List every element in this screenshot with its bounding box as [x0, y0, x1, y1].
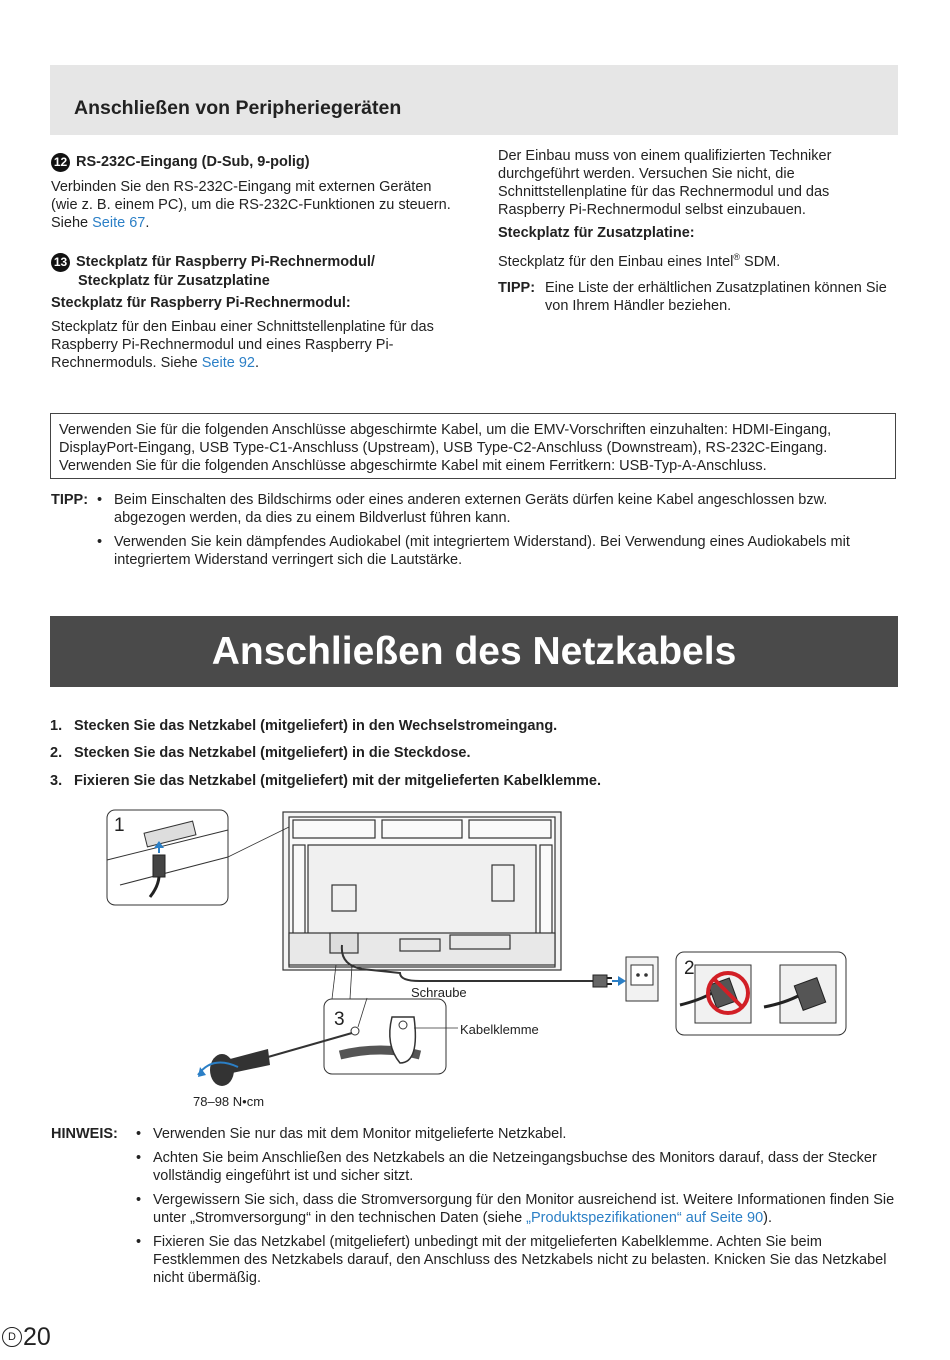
step-1: 1. Stecken Sie das Netzkabel (mitgeliefert) in den Wechselstromeingang. — [50, 718, 558, 734]
cable-clamp-label: Kabelklemme — [460, 1022, 539, 1037]
list-item: • Vergewissern Sie sich, dass die Stromversorgung für den Monitor ausreichend ist. Weitere Informationen finden Sie unter „Stromversorgung“ in den technischen Daten (siehe „Produktspezifikationen“ auf Seite 90). — [136, 1191, 896, 1227]
svg-text:3: 3 — [334, 1009, 345, 1030]
item-number-badge: 13 — [51, 253, 70, 272]
item-12 — [51, 153, 451, 232]
hinweis-label: HINWEIS: — [51, 1126, 118, 1142]
page-number — [2, 1322, 51, 1352]
tip-text: Eine Liste der erhältlichen Zusatzplatinen können Sie von Ihrem Händler beziehen. — [545, 279, 887, 314]
install-note: Der Einbau muss von einem qualifizierten Techniker durchgeführt werden. Versuchen Sie nicht, die Schnittstellenplatine für das Rechnermodul und das Raspberry Pi-Rechnermodul selbst einzubauen. — [498, 148, 832, 218]
notice-line: Verwenden Sie für die folgenden Anschlüsse abgeschirmte Kabel, um die EMV-Vorschriften einzuhalten: HDMI-Eingang, DisplayPort-Eingang, USB Type-C1-Anschluss (Upstream), USB Type-C2-Anschluss (Downstream), RS-232C-Eingang. — [59, 422, 832, 456]
step-3: 3. Fixieren Sie das Netzkabel (mitgeliefert) mit der mitgelieferten Kabelklemme. — [50, 773, 602, 789]
connection-illustration — [100, 805, 860, 1115]
notice-line: Verwenden Sie für die folgenden Anschlüsse abgeschirmte Kabel mit einem Ferritkern: USB-Typ-A-Anschluss. — [59, 458, 767, 474]
wall-socket-icon — [626, 957, 658, 1001]
slot-description: Steckplatz für den Einbau eines Intel® SDM. — [498, 252, 781, 270]
screw-label: Schraube — [411, 985, 467, 1000]
item-title: RS-232C-Eingang (D-Sub, 9-polig) — [76, 154, 310, 170]
monitor-back — [283, 812, 561, 970]
page-number-value: 20 — [23, 1323, 51, 1351]
step-2: 2. Stecken Sie das Netzkabel (mitgeliefert) in die Steckdose. — [50, 745, 471, 761]
tip-label: TIPP: — [498, 279, 536, 296]
svg-text:2: 2 — [684, 958, 695, 979]
section-header-bar — [50, 65, 898, 135]
page-link[interactable]: Seite 67 — [92, 215, 146, 231]
item-title: Steckplatz für Raspberry Pi-Rechnermodul/ — [76, 254, 375, 270]
item-title-cont: Steckplatz für Zusatzplatine — [78, 273, 270, 289]
svg-text:1: 1 — [114, 815, 125, 836]
slot-subhead: Steckplatz für Zusatzplatine: — [498, 225, 695, 241]
page-link[interactable]: Seite 92 — [201, 355, 255, 371]
list-item: • Verwenden Sie kein dämpfendes Audiokabel (mit integriertem Widerstand). Bei Verwendung eines Audiokabels mit integriertem Widerstand verringert sich die Lautstärke. — [97, 533, 896, 569]
list-item: • Verwenden Sie nur das mit dem Monitor mitgelieferte Netzkabel. — [136, 1125, 896, 1143]
spec-link[interactable]: „Produktspezifikationen“ auf Seite 90 — [526, 1210, 764, 1226]
list-item: • Fixieren Sie das Netzkabel (mitgeliefert) unbedingt mit der mitgelieferten Kabelklemme. Achten Sie beim Festklemmen des Netzkabels darauf, den Anschluss des Netzkabels nicht zu belasten. Knicken Sie das Netzkabel nicht übermäßig. — [136, 1233, 896, 1287]
language-badge: D — [2, 1327, 22, 1347]
torque-label: 78–98 N•cm — [193, 1094, 265, 1109]
tipp-section — [51, 491, 896, 575]
section-title: Anschließen von Peripheriegeräten — [74, 97, 402, 119]
detail-box-1 — [107, 810, 228, 905]
item-description: Verbinden Sie den RS-232C-Eingang mit externen Geräten (wie z. B. einem PC), um die RS-232C-Funktionen zu steuern. Siehe Seite 67. — [51, 179, 451, 231]
list-item: • Achten Sie beim Anschließen des Netzkabels an die Netzeingangsbuchse des Monitors darauf, dass der Stecker vollständig eingeführt ist und sicher sitzt. — [136, 1149, 896, 1185]
item-13 — [51, 253, 451, 372]
tip-row — [498, 279, 900, 315]
tipp-list — [97, 491, 896, 575]
hinweis-section — [51, 1125, 896, 1293]
plug-icon — [593, 975, 612, 987]
right-column — [498, 147, 900, 315]
list-item: • Beim Einschalten des Bildschirms oder eines anderen externen Geräts dürfen keine Kabel angeschlossen bzw. abgezogen werden, da dies zu einem Bildverlust führen kann. — [97, 491, 896, 527]
item-description: Steckplatz für den Einbau einer Schnittstellenplatine für das Raspberry Pi-Rechnermodul und eines Raspberry Pi-Rechnermoduls. Siehe Seite 92. — [51, 319, 434, 371]
hinweis-list — [136, 1125, 896, 1293]
chapter-banner — [50, 616, 898, 687]
tipp-label: TIPP: — [51, 492, 89, 508]
chapter-title: Anschließen des Netzkabels — [211, 630, 737, 673]
item-subhead: Steckplatz für Raspberry Pi-Rechnermodul: — [51, 295, 351, 311]
emc-notice-box — [50, 413, 896, 479]
detail-box-2 — [676, 952, 846, 1035]
item-number-badge: 12 — [51, 153, 70, 172]
